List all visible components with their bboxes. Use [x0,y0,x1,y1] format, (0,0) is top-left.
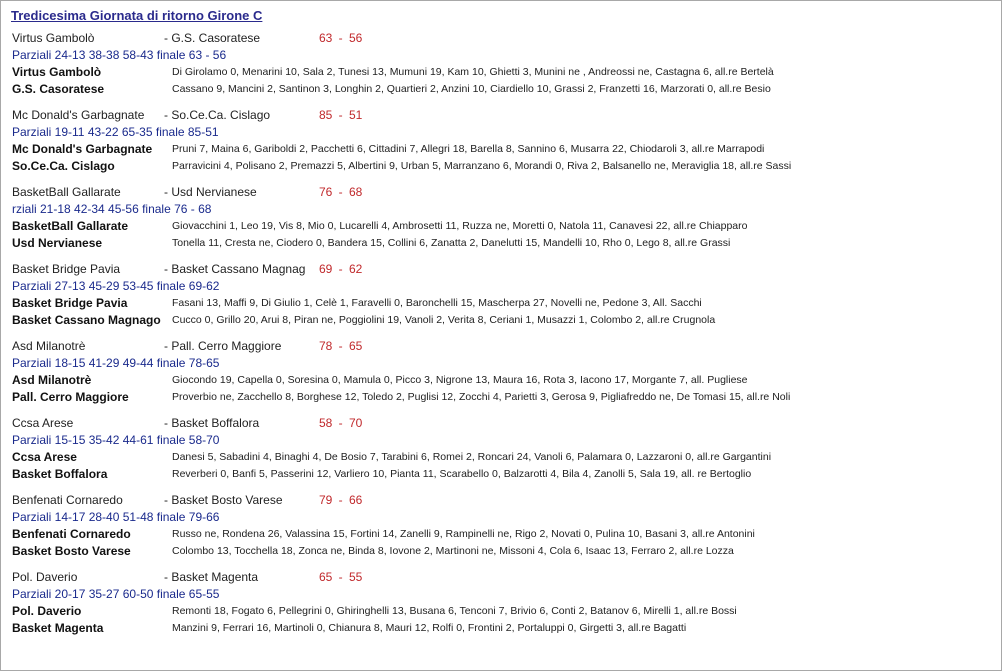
away-roster-team: Basket Magenta [12,621,104,635]
away-roster-team: Usd Nervianese [12,236,103,250]
away-team-name: - Basket Magenta [164,570,259,584]
away-team-name: - Basket Bosto Varese [164,493,283,507]
away-roster-team: Pall. Cerro Maggiore [12,390,129,404]
away-roster-row [1,544,1001,559]
home-roster-players: Fasani 13, Maffi 9, Di Giulio 1, Celè 1, Faravelli 0, Baronchelli 15, Mascherpa 27, Novelli ne, Pedone 3, All. Sacchi [172,297,702,309]
away-team-name: - So.Ce.Ca. Cislago [164,108,271,122]
home-roster-players: Di Girolamo 0, Menarini 10, Sala 2, Tunesi 13, Mumuni 19, Kam 10, Ghietti 3, Munini ne , Andreossi ne, Castagna 6, all.re Bertelà [172,66,774,78]
away-roster-players: Cassano 9, Mancini 2, Santinon 3, Longhin 2, Quartieri 2, Anzini 10, Ciardiello 10, Grassi 2, Franzetti 16, Marzorati 0, all.re Besio [172,83,771,95]
partial-scores: Parziali 18-15 41-29 49-44 finale 78-65 [12,356,220,370]
away-roster-players: Tonella 11, Cresta ne, Ciodero 0, Bandera 15, Collini 6, Zanatta 2, Danelutti 15, Mandelli 10, Rho 0, Lego 8, all.re Grassi [172,237,731,249]
home-team-name: Ccsa Arese [12,416,74,430]
partial-scores: Parziali 20-17 35-27 60-50 finale 65-55 [12,587,220,601]
match-block [1,108,1001,185]
match-header [1,262,1001,278]
away-roster-team: Basket Cassano Magnago [12,313,161,327]
away-team-name: - Basket Boffalora [164,416,260,430]
partial-scores: Parziali 27-13 45-29 53-45 finale 69-62 [12,279,220,293]
home-roster-team: Ccsa Arese [12,450,77,464]
home-roster-team: Basket Bridge Pavia [12,296,128,310]
away-roster-team: Basket Boffalora [12,467,108,481]
away-roster-row [1,621,1001,636]
away-roster-row [1,467,1001,482]
away-roster-players: Parravicini 4, Polisano 2, Premazzi 5, Albertini 9, Urban 5, Marranzano 6, Morandi 0, Riva 2, Balsanello ne, Meraviglia 18, all.re Sassi [172,160,792,172]
away-roster-team: So.Ce.Ca. Cislago [12,159,115,173]
match-header [1,31,1001,47]
final-score: 63 - 56 [319,31,363,45]
home-team-name: Virtus Gambolò [12,31,95,45]
page-title[interactable]: Tredicesima Giornata di ritorno Girone C [11,8,263,23]
away-team-name: - Usd Nervianese [164,185,257,199]
home-roster-players: Giocondo 19, Capella 0, Soresina 0, Mamula 0, Picco 3, Nigrone 13, Maura 16, Rota 3, Iacono 17, Morgante 7, all. Pugliese [172,374,748,386]
away-roster-row [1,313,1001,328]
home-roster-players: Pruni 7, Maina 6, Gariboldi 2, Pacchetti 6, Cittadini 7, Allegri 18, Barella 8, Sannino 6, Musarra 22, Chiodaroli 3, all.re Marrapodi [172,143,765,155]
away-roster-row [1,159,1001,174]
home-team-name: Benfenati Cornaredo [12,493,123,507]
home-roster-players: Giovacchini 1, Leo 19, Vis 8, Mio 0, Lucarelli 4, Ambrosetti 11, Ruzza ne, Moretti 0, Natola 11, Canavesi 22, all.re Chiapparo [172,220,748,232]
away-roster-row [1,390,1001,405]
home-roster-team: Virtus Gambolò [12,65,102,79]
away-team-name: - G.S. Casoratese [164,31,261,45]
away-roster-row [1,236,1001,251]
match-header [1,339,1001,355]
home-team-name: Asd Milanotrè [12,339,86,353]
home-roster-row [1,527,1001,542]
match-block [1,493,1001,570]
home-roster-row [1,142,1001,157]
home-roster-row [1,450,1001,465]
home-team-name: BasketBall Gallarate [12,185,121,199]
home-roster-row [1,604,1001,619]
away-roster-players: Cucco 0, Grillo 20, Arui 8, Piran ne, Poggiolini 19, Vanoli 2, Verita 8, Ceriani 1, Musazzi 1, Colombo 2, all.re Crugnola [172,314,716,326]
home-roster-team: Pol. Daverio [12,604,82,618]
final-score: 79 - 66 [319,493,363,507]
final-score: 76 - 68 [319,185,363,199]
away-roster-players: Proverbio ne, Zacchello 8, Borghese 12, Toledo 2, Puglisi 12, Zocchi 4, Parietti 3, Gerosa 9, Pigliafreddo ne, De Tomasi 15, all.re Noli [172,391,791,403]
home-roster-players: Remonti 18, Fogato 6, Pellegrini 0, Ghiringhelli 13, Busana 6, Tenconi 7, Brivio 6, Conti 2, Batanov 6, Mirelli 1, all.re Bossi [172,605,737,617]
match-block [1,262,1001,339]
final-score: 58 - 70 [319,416,363,430]
match-header [1,185,1001,201]
away-roster-players: Manzini 9, Ferrari 16, Martinoli 0, Chianura 8, Mauri 12, Rolfi 0, Frontini 2, Portaluppi 0, Girgetti 3, all.re Bagatti [172,622,687,634]
final-score: 65 - 55 [319,570,363,584]
home-roster-team: Asd Milanotrè [12,373,92,387]
home-team-name: Mc Donald's Garbagnate [12,108,145,122]
match-block [1,570,1001,647]
match-header [1,108,1001,124]
home-roster-row [1,65,1001,80]
away-roster-team: G.S. Casoratese [12,82,105,96]
final-score: 78 - 65 [319,339,363,353]
away-roster-row [1,82,1001,97]
home-roster-team: Mc Donald's Garbagnate [12,142,153,156]
match-header [1,493,1001,509]
away-team-name: - Pall. Cerro Maggiore [164,339,282,353]
match-block [1,31,1001,108]
away-roster-players: Colombo 13, Tocchella 18, Zonca ne, Binda 8, Iovone 2, Martinoni ne, Missoni 4, Cola 6, Isaac 13, Ferraro 2, all.re Lozza [172,545,734,557]
partial-scores: Parziali 19-11 43-22 65-35 finale 85-51 [12,125,219,139]
away-roster-team: Basket Bosto Varese [12,544,131,558]
partial-scores: Parziali 14-17 28-40 51-48 finale 79-66 [12,510,220,524]
match-block [1,416,1001,493]
home-roster-team: Benfenati Cornaredo [12,527,131,541]
away-team-name: - Basket Cassano Magnag [164,262,306,276]
home-roster-players: Russo ne, Rondena 26, Valassina 15, Fortini 14, Zanelli 9, Rampinelli ne, Rigo 2, Novati 0, Pulina 10, Basani 3, all.re Antonini [172,528,755,540]
match-header [1,416,1001,432]
match-header [1,570,1001,586]
final-score: 69 - 62 [319,262,363,276]
home-team-name: Basket Bridge Pavia [12,262,121,276]
match-block [1,185,1001,262]
home-roster-players: Danesi 5, Sabadini 4, Binaghi 4, De Bosio 7, Tarabini 6, Romei 2, Roncari 24, Vanoli 6, Palamara 0, Lazzaroni 0, all.re Gargantini [172,451,772,463]
home-roster-row [1,296,1001,311]
partial-scores: Parziali 24-13 38-38 58-43 finale 63 - 56 [12,48,227,62]
home-roster-row [1,219,1001,234]
home-roster-team: BasketBall Gallarate [12,219,129,233]
away-roster-players: Reverberi 0, Banfi 5, Passerini 12, Varliero 10, Pianta 11, Scarabello 0, Balzarotti 4, Bila 4, Zanolli 5, Sala 19, all. re Bertoglio [172,468,752,480]
partial-scores: rziali 21-18 42-34 45-56 finale 76 - 68 [12,202,212,216]
final-score: 85 - 51 [319,108,363,122]
partial-scores: Parziali 15-15 35-42 44-61 finale 58-70 [12,433,220,447]
match-block [1,339,1001,416]
home-team-name: Pol. Daverio [12,570,78,584]
home-roster-row [1,373,1001,388]
